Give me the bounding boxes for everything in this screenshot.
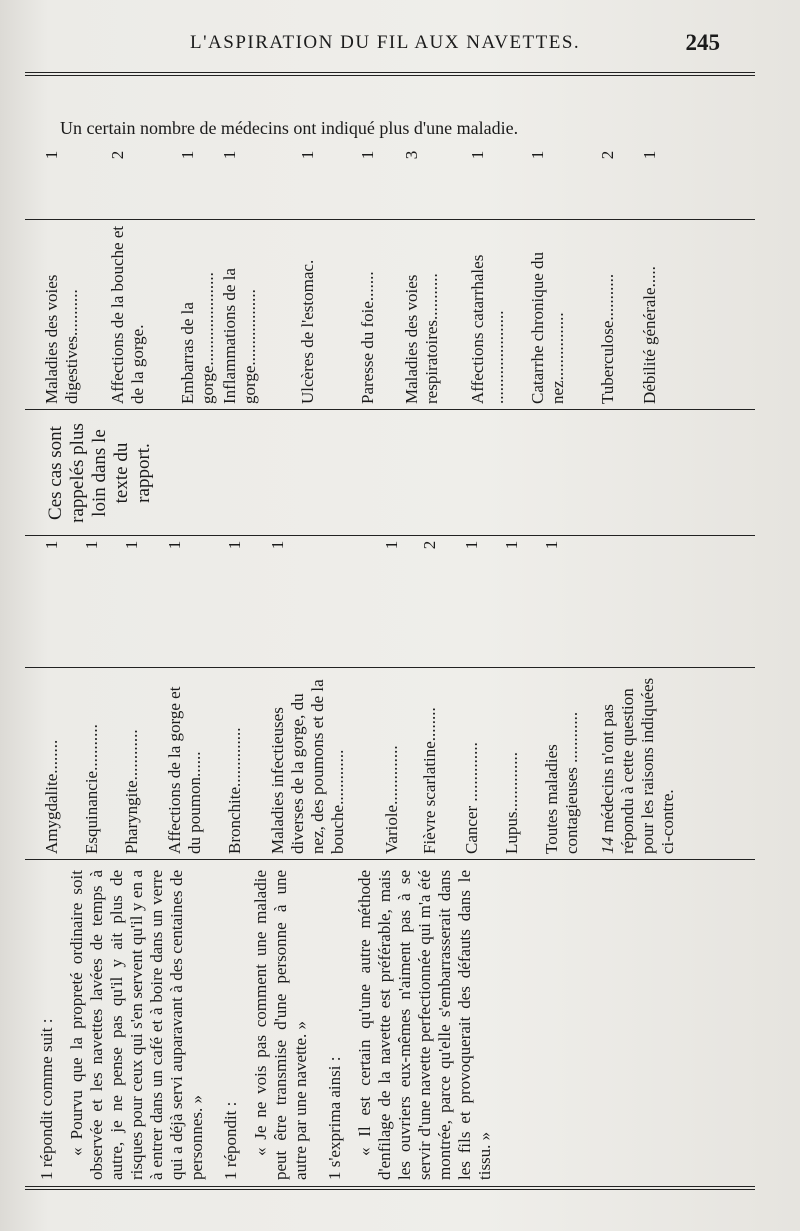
disease-label: Inflammations de la gorge.................. <box>220 268 259 404</box>
disease-count: 2 <box>420 540 439 550</box>
disease-label: Paresse du foie....... <box>358 271 377 404</box>
disease-count: 2 <box>598 150 617 160</box>
disease-label-text: Pharyngite............ <box>122 729 141 854</box>
response-quote: « Pourvu que la propreté ordinaire soit observée et les navettes lavées de temps à autre, je ne pense pas qu'il y ait plus de risques pour ceux qui s'en servent qu'il y en a à entrer dans un café et à boire dans un verre qui a déjà servi auparavant à des centaines de personnes. » <box>67 870 206 1180</box>
disease-count: 1 <box>220 150 239 160</box>
disease-count: 3 <box>402 150 421 160</box>
disease-count: 1 <box>165 540 184 550</box>
response-intro: 1 répondit comme suit : <box>37 1018 56 1180</box>
disease-label: Affections de la bouche et de la gorge. <box>108 225 147 404</box>
disease-label-text: Affections de la gorge et du poumon...... <box>165 686 204 854</box>
response-intro: 1 s'exprima ainsi : <box>325 1056 344 1180</box>
disease-count: 1 <box>640 150 659 160</box>
response-quote: « Il est certain qu'une autre méthode d'enfilage de la navette est préférable, mais les ouvriers eux-mêmes n'aiment pas à se servir d'une navette perfectionnée qui m'a été montrée, parce qu'elle s'embarrasserait dans les fils et provoquerait des défauts dans le tissu. » <box>355 870 494 1180</box>
disease-count-number: 14 <box>598 837 617 854</box>
disease-count: 1 <box>268 540 287 550</box>
page-number: 245 <box>685 30 720 55</box>
disease-label-text: médecins n'ont pas répondu à cette question pour les raisons indiquées ci-contre. <box>598 677 677 854</box>
disease-label-text: Lupus.............. <box>502 752 521 854</box>
disease-label-text: Fièvre scarlatine........ <box>420 707 439 854</box>
disease-count: 2 <box>108 150 127 160</box>
response-quote: « Je ne vois pas comment une maladie peut être transmise d'une personne à une autre par une navette. » <box>251 870 310 1180</box>
disease-label-text: Bronchite.............. <box>225 727 244 854</box>
disease-label: Embarras de la gorge...................... <box>178 272 217 404</box>
disease-count: 1 <box>468 150 487 160</box>
disease-label-text: Toutes maladies contagieuses ............ <box>542 711 581 854</box>
running-title: L'ASPIRATION DU FIL AUX NAVETTES. <box>190 32 581 53</box>
disease-count: 1 <box>528 150 547 160</box>
disease-label-text: Cancer .............. <box>462 742 481 854</box>
disease-count: 1 <box>225 540 244 550</box>
disease-label: Maladies des voies respiratoires........... <box>402 273 441 404</box>
page-header <box>40 30 760 60</box>
disease-label-text: Maladies infectieuses diverses de la gorge, du nez, des poumons et de la bouche............. <box>268 679 347 854</box>
disease-table <box>25 72 755 1190</box>
disease-count: 1 <box>82 540 101 550</box>
disease-count: 1 <box>542 540 561 550</box>
disease-label-text: Variole.............. <box>382 745 401 854</box>
footnote: Un certain nombre de médecins ont indiqué plus d'une maladie. <box>60 118 519 138</box>
disease-count: 1 <box>502 540 521 550</box>
disease-label: Débilité générale..... <box>640 266 659 404</box>
column-header: Ces cas sont rappelés plus loin dans le texte du rapport. <box>45 423 154 523</box>
disease-label: Tuberculose........... <box>598 273 617 404</box>
disease-count: 1 <box>122 540 141 550</box>
disease-label: Ulcères de l'estomac. <box>298 259 317 404</box>
disease-count: 1 <box>462 540 481 550</box>
disease-count: 1 <box>298 150 317 160</box>
disease-label-text: Esquinancie........... <box>82 724 101 854</box>
disease-count: 1 <box>178 150 197 160</box>
disease-count: 1 <box>42 150 61 160</box>
disease-count: 1 <box>42 540 61 550</box>
disease-label: Maladies des voies digestives........... <box>42 274 81 404</box>
response-intro: 1 répondit : <box>221 1101 240 1180</box>
disease-count: 1 <box>382 540 401 550</box>
disease-label: Affections catarrhales ...................... <box>468 254 507 404</box>
disease-label: Catarrhe chronique du nez................ <box>528 252 567 404</box>
disease-count: 1 <box>358 150 377 160</box>
disease-label-text: Amygdalite........ <box>42 739 61 854</box>
